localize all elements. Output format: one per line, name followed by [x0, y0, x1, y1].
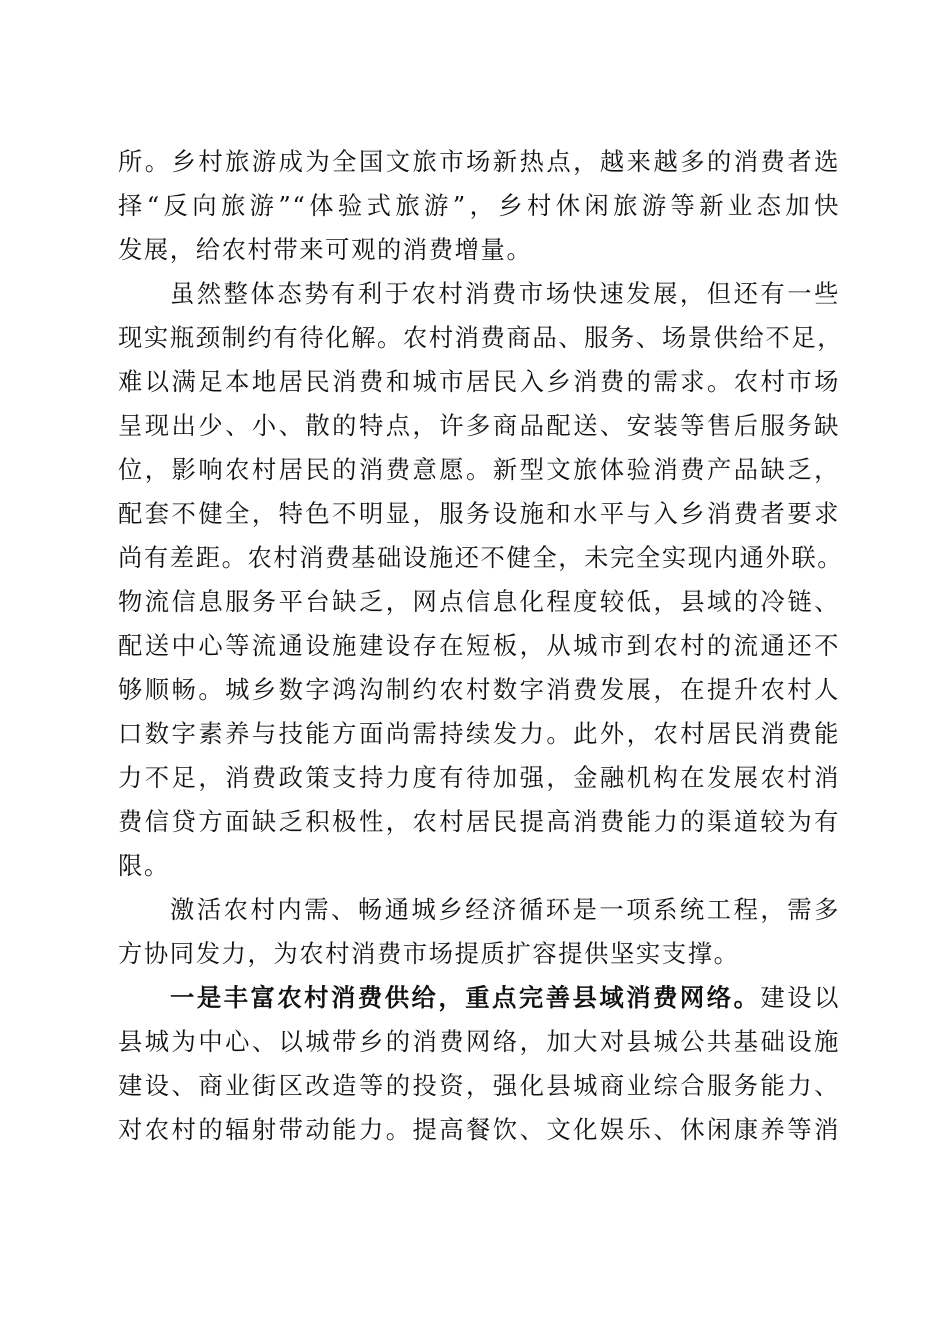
paragraph-4-line-1-rest: 建设以 [760, 983, 840, 1012]
paragraph-2-line-2: 现实瓶颈制约有待化解。农村消费商品、服务、场景供给不足， [118, 323, 844, 352]
paragraph-1-line-1: 所。乡村旅游成为全国文旅市场新热点，越来越多的消费者选 [118, 147, 840, 176]
paragraph-3-line-1: 激活农村内需、畅通城乡经济循环是一项系统工程，需多 [170, 895, 840, 924]
paragraph-2-line-13: 费信贷方面缺乏积极性，农村居民提高消费能力的渠道较为有 [118, 807, 840, 836]
document-body [118, 140, 844, 1152]
paragraph-4-line-3: 建设、商业街区改造等的投资，强化县城商业综合服务能力、 [118, 1071, 840, 1100]
paragraph-2-line-10: 够顺畅。城乡数字鸿沟制约农村数字消费发展，在提升农村人 [118, 675, 840, 704]
paragraph-4-bold-lead: 一是丰富农村消费供给，重点完善县域消费网络。 [170, 983, 761, 1012]
paragraph-2-line-8: 物流信息服务平台缺乏，网点信息化程度较低，县域的冷链、 [118, 587, 840, 616]
paragraph-2-line-14: 限。 [118, 851, 170, 880]
paragraph-2-line-9: 配送中心等流通设施建设存在短板，从城市到农村的流通还不 [118, 631, 840, 660]
paragraph-1-line-3: 发展，给农村带来可观的消费增量。 [118, 235, 533, 264]
paragraph-1-line-2: 择“反向旅游”“体验式旅游”，乡村休闲旅游等新业态加快 [118, 191, 840, 220]
paragraph-2-line-6: 配套不健全，特色不明显，服务设施和水平与入乡消费者要求 [118, 499, 840, 528]
paragraph-2-line-12: 力不足，消费政策支持力度有待加强，金融机构在发展农村消 [118, 763, 840, 792]
paragraph-3-line-2: 方协同发力，为农村消费市场提质扩容提供坚实支撑。 [118, 939, 740, 968]
paragraph-2-line-3: 难以满足本地居民消费和城市居民入乡消费的需求。农村市场 [118, 367, 840, 396]
paragraph-2-line-1: 虽然整体态势有利于农村消费市场快速发展，但还有一些 [170, 279, 840, 308]
paragraph-4-line-4: 对农村的辐射带动能力。提高餐饮、文化娱乐、休闲康养等消 [118, 1115, 840, 1144]
paragraph-2-line-11: 口数字素养与技能方面尚需持续发力。此外，农村居民消费能 [118, 719, 840, 748]
paragraph-2-line-7: 尚有差距。农村消费基础设施还不健全，未完全实现内通外联。 [118, 543, 844, 572]
paragraph-4-line-1 [118, 976, 840, 1020]
paragraph-2-line-4: 呈现出少、小、散的特点，许多商品配送、安装等售后服务缺 [118, 411, 840, 440]
paragraph-2-line-5: 位，影响农村居民的消费意愿。新型文旅体验消费产品缺乏， [118, 455, 840, 484]
paragraph-4-line-2: 县城为中心、以城带乡的消费网络，加大对县城公共基础设施 [118, 1027, 840, 1056]
